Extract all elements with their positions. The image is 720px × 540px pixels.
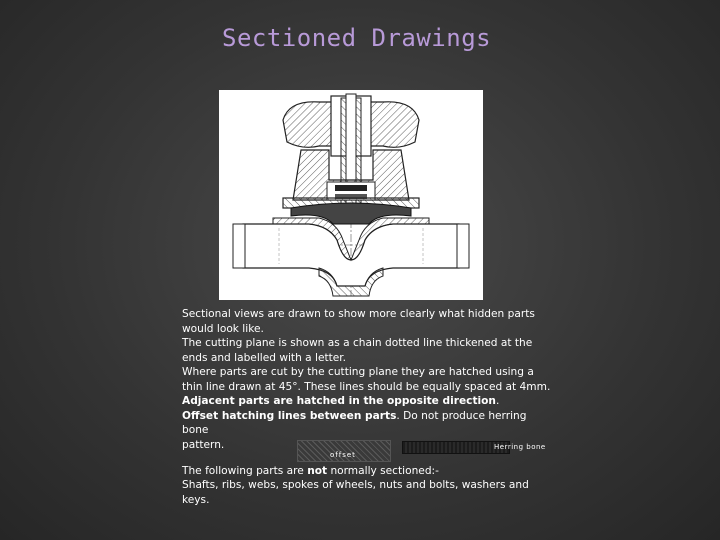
not-sectioned-text-b: normally sectioned:-	[327, 464, 439, 477]
hatching-text: Where parts are cut by the cutting plane they are hatched using a thin line drawn at 45°. These lines should be equally spaced at 4mm.	[182, 366, 551, 393]
valve-section-drawing	[219, 90, 483, 300]
not-bold: not	[307, 464, 328, 477]
paragraph-cutting-plane: The cutting plane is shown as a chain dotted line thickened at the ends and labelled with a letter.	[182, 337, 533, 364]
not-sectioned-text-a: The following parts are	[182, 464, 308, 477]
paragraph-parts-list: Shafts, ribs, webs, spokes of wheels, nuts and bolts, washers and keys.	[182, 479, 529, 506]
paragraph-sectional-views: Sectional views are drawn to show more clearly what hidden parts would look like.	[182, 308, 535, 335]
adjacent-parts-bold: Adjacent parts are hatched in the opposite direction	[182, 395, 496, 407]
paragraph-offset	[182, 409, 552, 438]
herring-bone-label: Herring bone	[494, 442, 546, 451]
offset-rest-text: . Do not produce herring bone	[182, 409, 527, 436]
swatch-row	[182, 438, 552, 460]
paragraph-not-sectioned	[182, 464, 552, 479]
hatching-period: .	[495, 395, 500, 407]
valve-drawing-svg	[219, 90, 483, 300]
paragraph-hatching	[182, 365, 552, 409]
body-text	[182, 307, 552, 507]
offset-swatch-label: offset	[330, 450, 356, 459]
slide-title: Sectioned Drawings	[222, 24, 492, 52]
pattern-text: pattern.	[182, 438, 225, 451]
offset-hatching-bold: Offset hatching lines between parts	[182, 409, 397, 422]
